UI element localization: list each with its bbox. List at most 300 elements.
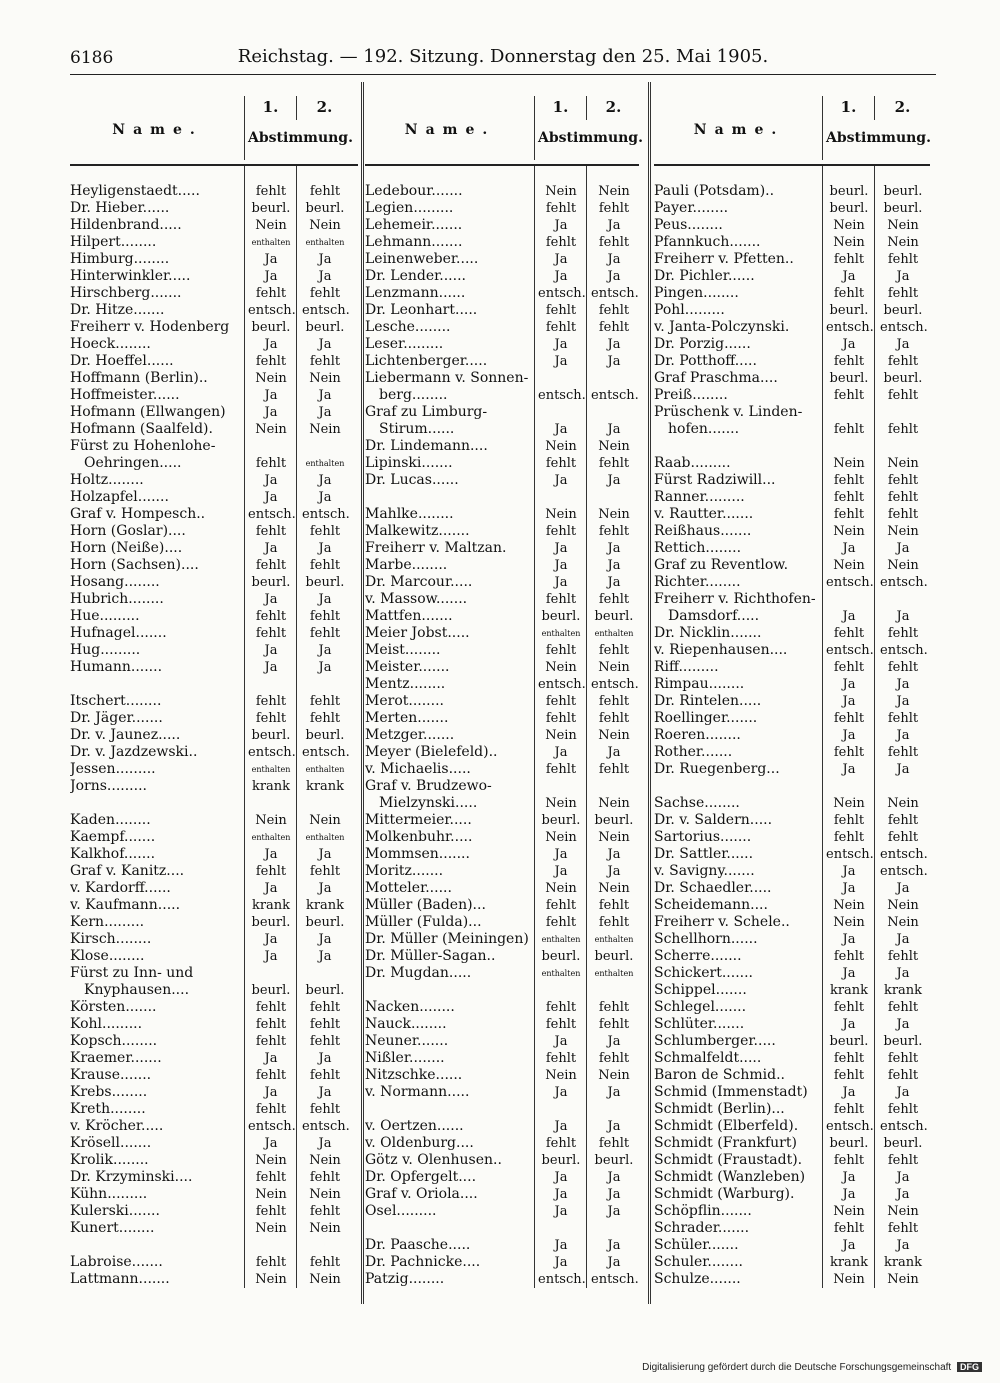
member-name: Graf v. Kanitz....	[70, 863, 185, 879]
vote-1: Ja	[842, 966, 856, 981]
vote-2: Nein	[309, 813, 341, 828]
member-row	[654, 642, 930, 659]
vote-2: beurl.	[305, 201, 345, 216]
vote-1: fehlt	[833, 1153, 865, 1168]
member-row	[654, 1186, 930, 1203]
member-row	[365, 472, 639, 489]
member-row	[70, 438, 358, 455]
vote-1: Ja	[554, 1034, 568, 1049]
member-row	[365, 897, 639, 914]
vote-1: Nein	[833, 1204, 865, 1219]
vote-2: beurl.	[883, 184, 923, 199]
vote-2: Ja	[896, 1170, 910, 1185]
vote-1: fehlt	[833, 1000, 865, 1015]
vote-1: krank	[251, 898, 291, 913]
member-row	[365, 336, 639, 353]
vote-1: Ja	[264, 252, 278, 267]
vote-2: beurl.	[305, 575, 345, 590]
member-row	[70, 608, 358, 625]
vote-1: fehlt	[255, 609, 287, 624]
vote-2: Ja	[318, 405, 332, 420]
vote-2: Nein	[309, 1221, 341, 1236]
member-name: Horn (Goslar)....	[70, 523, 186, 539]
member-row	[365, 200, 639, 217]
vote-2: fehlt	[887, 626, 919, 641]
member-name: Jorns.........	[70, 778, 147, 794]
member-row	[654, 880, 930, 897]
vote-2: Ja	[318, 1051, 332, 1066]
vote-1: Nein	[545, 728, 577, 743]
member-name: Kreth........	[70, 1101, 146, 1117]
member-row	[654, 1084, 930, 1101]
member-name: Dr. v. Saldern.....	[654, 812, 773, 828]
vote-1: entsch.	[538, 677, 586, 692]
vote-1: Ja	[264, 592, 278, 607]
vote-1: beurl.	[251, 728, 291, 743]
member-name: Graf zu Limburg-	[365, 404, 488, 420]
vote-1: Ja	[264, 337, 278, 352]
member-name: Freiherr v. Richthofen-	[654, 591, 816, 607]
member-name: Mattfen.......	[365, 608, 453, 624]
member-name: Schrader.......	[654, 1220, 750, 1236]
spacer-row	[654, 778, 930, 795]
member-row	[70, 421, 358, 438]
vote-2: Ja	[896, 1238, 910, 1253]
vote-1: fehlt	[545, 762, 577, 777]
vote-1: beurl.	[541, 609, 581, 624]
member-row	[365, 404, 639, 421]
member-row	[654, 948, 930, 965]
member-name: Dr. v. Jaunez.....	[70, 727, 181, 743]
vote-1: Ja	[554, 558, 568, 573]
member-row	[70, 829, 358, 846]
member-row	[70, 965, 358, 982]
member-name: Sachse........	[654, 795, 740, 811]
vote-2: Ja	[896, 694, 910, 709]
member-name: Sartorius.......	[654, 829, 752, 845]
member-row	[654, 387, 930, 404]
member-name: Humann.......	[70, 659, 163, 675]
vote-2: Nein	[887, 218, 919, 233]
member-name: Dr. Nicklin.......	[654, 625, 762, 641]
member-name: Kopsch........	[70, 1033, 158, 1049]
member-row	[70, 863, 358, 880]
vote-2: Nein	[598, 728, 630, 743]
vote-1: enthalten	[251, 833, 291, 842]
vote-2: enthalten	[305, 238, 345, 247]
vote-2: fehlt	[887, 1221, 919, 1236]
vote-2: beurl.	[594, 609, 634, 624]
member-row	[654, 1050, 930, 1067]
member-name: Knyphausen....	[84, 982, 190, 998]
vote-2: Ja	[607, 354, 621, 369]
member-row	[365, 268, 639, 285]
member-name: hofen.......	[668, 421, 740, 437]
spacer-row	[70, 676, 358, 693]
member-row	[365, 1152, 639, 1169]
vote-1: Nein	[833, 796, 865, 811]
vote-1: fehlt	[255, 711, 287, 726]
vote-2: Ja	[607, 558, 621, 573]
vote-2: Ja	[607, 1085, 621, 1100]
member-row	[365, 1169, 639, 1186]
spacer-row	[654, 166, 930, 183]
vote-2: Nein	[309, 218, 341, 233]
member-row	[365, 234, 639, 251]
member-name: Dr. Lindemann....	[365, 438, 488, 454]
member-name: Molkenbuhr.....	[365, 829, 473, 845]
vote-2: entsch.	[880, 847, 928, 862]
member-row	[70, 370, 358, 387]
member-name: Dr. Hieber......	[70, 200, 170, 216]
member-name: Malkewitz.......	[365, 523, 470, 539]
vote-2: Ja	[607, 1187, 621, 1202]
vote-2: beurl.	[594, 813, 634, 828]
member-name: Schuler........	[654, 1254, 743, 1270]
member-row	[654, 1254, 930, 1271]
vote-2: Ja	[607, 847, 621, 862]
member-row	[70, 744, 358, 761]
member-row	[365, 846, 639, 863]
vote-2: fehlt	[309, 1102, 341, 1117]
vote-1: fehlt	[833, 949, 865, 964]
member-row	[654, 761, 930, 778]
vote-1: fehlt	[833, 813, 865, 828]
member-row	[70, 982, 358, 999]
vote-1: Ja	[264, 643, 278, 658]
vote-1: Nein	[833, 524, 865, 539]
vote-1: Nein	[833, 218, 865, 233]
page-number: 6186	[70, 48, 114, 68]
vote-1: Ja	[842, 337, 856, 352]
vote-1: fehlt	[255, 694, 287, 709]
member-name: v. Oertzen......	[365, 1118, 464, 1134]
vote-1: beurl.	[251, 983, 291, 998]
vote-2: Ja	[896, 932, 910, 947]
vote-2: Ja	[318, 490, 332, 505]
vote-1: Ja	[842, 1085, 856, 1100]
member-row	[365, 676, 639, 693]
vote-1: Ja	[842, 932, 856, 947]
vote-2-header: 2.	[605, 98, 622, 116]
vote-1: Ja	[842, 864, 856, 879]
member-name: Marbe........	[365, 557, 448, 573]
vote-1: fehlt	[545, 694, 577, 709]
vote-2: Ja	[607, 575, 621, 590]
vote-1: Ja	[554, 575, 568, 590]
member-name: Ranner.........	[654, 489, 745, 505]
vote-2: fehlt	[309, 1255, 341, 1270]
member-name: Mittermeier.....	[365, 812, 472, 828]
member-row	[70, 319, 358, 336]
vote-1: Nein	[545, 184, 577, 199]
member-name: Schulze.......	[654, 1271, 741, 1287]
member-name: Schmid (Immenstadt)	[654, 1084, 808, 1100]
vote-1: Ja	[842, 1187, 856, 1202]
member-name: Dr. v. Jazdzewski..	[70, 744, 198, 760]
header-divider	[296, 96, 297, 120]
member-row	[365, 965, 639, 982]
vote-2: Nein	[887, 915, 919, 930]
member-name: Nißler........	[365, 1050, 445, 1066]
member-row	[365, 557, 639, 574]
member-row	[654, 931, 930, 948]
member-name: Kaden........	[70, 812, 151, 828]
member-row	[365, 1254, 639, 1271]
vote-2: Nein	[887, 235, 919, 250]
vote-2: Ja	[896, 541, 910, 556]
vote-2: Nein	[309, 422, 341, 437]
member-name: Lehmann.......	[365, 234, 463, 250]
vote-2: fehlt	[309, 286, 341, 301]
member-row	[70, 931, 358, 948]
member-row	[365, 761, 639, 778]
member-name: Dr. Hitze.......	[70, 302, 165, 318]
member-name: Lesche........	[365, 319, 451, 335]
member-row	[365, 1135, 639, 1152]
vote-2: fehlt	[598, 762, 630, 777]
member-name: Meister.......	[365, 659, 450, 675]
spacer-row	[70, 166, 358, 183]
vote-2: fehlt	[309, 184, 341, 199]
member-row	[654, 200, 930, 217]
member-row	[365, 863, 639, 880]
member-name: Heyligenstaedt.....	[70, 183, 200, 199]
vote-2: entsch.	[880, 643, 928, 658]
member-row	[654, 693, 930, 710]
vote-1: Ja	[842, 609, 856, 624]
member-row	[365, 710, 639, 727]
member-row	[365, 217, 639, 234]
vote-2: fehlt	[887, 1000, 919, 1015]
member-name: Dr. Pachnicke....	[365, 1254, 481, 1270]
vote-1: fehlt	[255, 1017, 287, 1032]
vote-1: Ja	[842, 1017, 856, 1032]
vote-1: Ja	[264, 881, 278, 896]
vote-2: fehlt	[309, 1000, 341, 1015]
member-row	[365, 1237, 639, 1254]
column-divider	[361, 82, 364, 1304]
member-name: Labroise.......	[70, 1254, 163, 1270]
vote-2: Nein	[309, 1272, 341, 1287]
member-name: Nacken........	[365, 999, 455, 1015]
vote-1: Ja	[264, 1085, 278, 1100]
member-name: v. Oldenburg....	[365, 1135, 474, 1151]
vote-1: fehlt	[545, 201, 577, 216]
member-name: Dr. Leonhart.....	[365, 302, 478, 318]
vote-1: Ja	[554, 1255, 568, 1270]
member-name: Lenzmann......	[365, 285, 466, 301]
vote-2: Ja	[318, 881, 332, 896]
vote-2: beurl.	[883, 1034, 923, 1049]
vote-1: Nein	[833, 915, 865, 930]
member-name: Pingen........	[654, 285, 739, 301]
member-row	[70, 523, 358, 540]
member-row	[70, 1186, 358, 1203]
member-name: Kern.........	[70, 914, 145, 930]
vote-1: Ja	[842, 677, 856, 692]
member-name: Freiherr v. Maltzan.	[365, 540, 507, 556]
vote-2: fehlt	[598, 915, 630, 930]
member-row	[70, 1135, 358, 1152]
member-row	[654, 659, 930, 676]
vote-1: fehlt	[833, 660, 865, 675]
member-name: v. Rautter.......	[654, 506, 754, 522]
vote-2: Ja	[318, 473, 332, 488]
vote-1: fehlt	[833, 422, 865, 437]
vote-2: fehlt	[887, 813, 919, 828]
member-name: Hofmann (Ellwangen)	[70, 404, 226, 420]
vote-2: Nein	[887, 524, 919, 539]
vote-2: Nein	[887, 1204, 919, 1219]
member-name: Pauli (Potsdam)..	[654, 183, 775, 199]
member-name: Graf v. Oriola....	[365, 1186, 478, 1202]
member-name: v. Kröcher.....	[70, 1118, 164, 1134]
member-name: Mentz........	[365, 676, 446, 692]
vote-1: Nein	[545, 830, 577, 845]
vote-2: fehlt	[598, 1017, 630, 1032]
vote-2: fehlt	[598, 1051, 630, 1066]
vote-1: fehlt	[255, 1000, 287, 1015]
member-row	[654, 812, 930, 829]
vote-1: enthalten	[541, 935, 581, 944]
member-name: Payer........	[654, 200, 729, 216]
member-name: v. Riepenhausen....	[654, 642, 788, 658]
member-row	[70, 234, 358, 251]
member-name: v. Savigny.......	[654, 863, 755, 879]
vote-header: Abstimmung.	[538, 130, 643, 146]
member-name: Kunert........	[70, 1220, 155, 1236]
vote-2: Ja	[896, 677, 910, 692]
vote-2: Nein	[309, 1187, 341, 1202]
vote-2: fehlt	[598, 694, 630, 709]
member-row	[365, 625, 639, 642]
vote-1: fehlt	[545, 711, 577, 726]
vote-2: enthalten	[305, 459, 345, 468]
vote-2: entsch.	[302, 1119, 350, 1134]
member-row	[654, 1169, 930, 1186]
member-name: Scherre.......	[654, 948, 742, 964]
vote-1: fehlt	[833, 388, 865, 403]
vote-1: entsch.	[826, 643, 874, 658]
member-row	[365, 1203, 639, 1220]
vote-1: fehlt	[545, 643, 577, 658]
vote-1: fehlt	[545, 235, 577, 250]
member-name: Meier Jobst.....	[365, 625, 470, 641]
vote-1: Ja	[264, 660, 278, 675]
member-row	[654, 1237, 930, 1254]
member-name: Dr. Paasche.....	[365, 1237, 471, 1253]
member-row	[70, 268, 358, 285]
member-row	[70, 1033, 358, 1050]
member-name: Müller (Baden)...	[365, 897, 486, 913]
vote-2: Nein	[309, 1153, 341, 1168]
member-row	[365, 642, 639, 659]
member-row	[654, 1101, 930, 1118]
member-name: Prüschenk v. Linden-	[654, 404, 803, 420]
vote-2: Ja	[607, 1034, 621, 1049]
vote-1: fehlt	[833, 490, 865, 505]
vote-2: fehlt	[309, 558, 341, 573]
vote-2: fehlt	[598, 456, 630, 471]
vote-2: fehlt	[309, 694, 341, 709]
member-row	[654, 489, 930, 506]
member-name: Hosang........	[70, 574, 160, 590]
vote-2: fehlt	[887, 252, 919, 267]
vote-1: fehlt	[545, 1136, 577, 1151]
vote-2: fehlt	[309, 1204, 341, 1219]
vote-2: entsch.	[591, 388, 639, 403]
vote-2: beurl.	[305, 320, 345, 335]
vote-2: fehlt	[598, 303, 630, 318]
vote-1: krank	[829, 983, 869, 998]
member-name: Metzger.......	[365, 727, 455, 743]
member-name: Patzig........	[365, 1271, 445, 1287]
vote-2: Ja	[607, 1204, 621, 1219]
vote-2: Nein	[598, 439, 630, 454]
member-row	[654, 217, 930, 234]
member-row	[365, 795, 639, 812]
member-row	[70, 540, 358, 557]
member-name: Krösell.......	[70, 1135, 152, 1151]
member-name: Schmidt (Wanzleben)	[654, 1169, 806, 1185]
vote-1-header: 1.	[262, 98, 279, 116]
member-name: Merot........	[365, 693, 444, 709]
vote-1: Nein	[545, 660, 577, 675]
member-row	[654, 319, 930, 336]
vote-1: fehlt	[833, 830, 865, 845]
vote-1: Nein	[833, 235, 865, 250]
member-name: Schüler.......	[654, 1237, 739, 1253]
vote-2: fehlt	[887, 1068, 919, 1083]
vote-1: fehlt	[255, 1204, 287, 1219]
member-row	[70, 846, 358, 863]
member-row	[365, 302, 639, 319]
vote-1: fehlt	[833, 1068, 865, 1083]
vote-1: Nein	[255, 1272, 287, 1287]
member-row	[365, 914, 639, 931]
member-name: v. Kardorff......	[70, 880, 171, 896]
vote-1: entsch.	[248, 1119, 296, 1134]
member-row	[654, 727, 930, 744]
vote-1: Ja	[842, 881, 856, 896]
vote-2: Nein	[598, 184, 630, 199]
vote-2: Ja	[607, 864, 621, 879]
member-row	[654, 540, 930, 557]
member-row	[654, 506, 930, 523]
vote-2: entsch.	[880, 575, 928, 590]
member-name: Schmidt (Berlin)...	[654, 1101, 785, 1117]
vote-1: fehlt	[545, 1000, 577, 1015]
member-row	[365, 693, 639, 710]
member-row	[70, 1169, 358, 1186]
member-row	[70, 1203, 358, 1220]
spacer-row	[365, 1220, 639, 1237]
vote-2: Ja	[318, 541, 332, 556]
vote-2: Ja	[318, 1136, 332, 1151]
member-name: Müller (Fulda)...	[365, 914, 482, 930]
vote-1: Ja	[842, 762, 856, 777]
vote-1: fehlt	[255, 1170, 287, 1185]
vote-1: beurl.	[829, 1136, 869, 1151]
member-name: Schlegel.......	[654, 999, 747, 1015]
member-row	[365, 1271, 639, 1288]
vote-1: Ja	[554, 473, 568, 488]
member-name: Graf Praschma....	[654, 370, 778, 386]
spacer-row	[365, 982, 639, 999]
member-name: Graf v. Brudzewo-	[365, 778, 492, 794]
member-row	[365, 540, 639, 557]
